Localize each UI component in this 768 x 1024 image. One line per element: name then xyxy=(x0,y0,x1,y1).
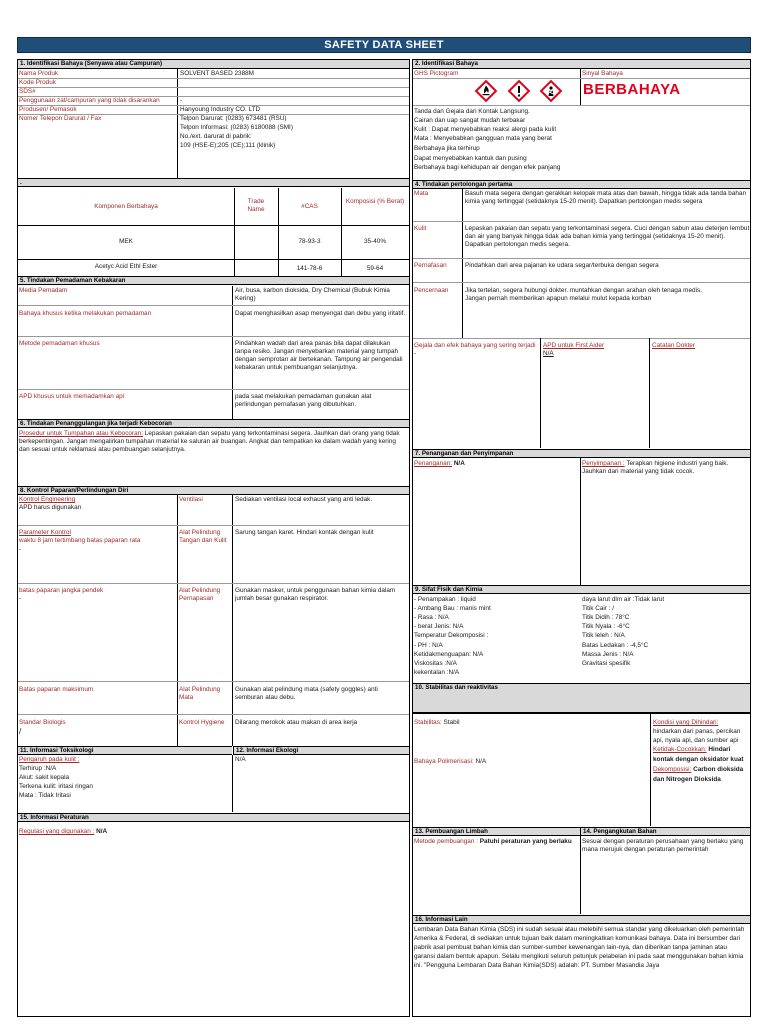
signal-word: BERBAHAYA xyxy=(583,81,681,98)
s10-value-polymer: N/A xyxy=(475,758,487,765)
s9-right-8: Gravitasi spesifik xyxy=(582,660,631,667)
s10-value-incompat: Hindari xyxy=(708,746,731,753)
s4-ingest-line-2: Jangan pernah memberikan apapun melalui mulut kepada korban xyxy=(465,295,652,302)
s10-divider xyxy=(650,713,651,826)
s6-line-1: Lepaskan pakaian dan sepatu yang terkontaminasi segera. Jauhkan dari orang yang tidak xyxy=(144,430,400,437)
s6-line-3: dan sesuai untuk reklamasi atau pembuangan selanjutnya. xyxy=(19,446,186,453)
s10-value-stability: Stabil xyxy=(443,719,460,726)
s8-label-short: batas paparan jangka pendek xyxy=(19,587,104,594)
s11-line-3: Terkena kulit: iritasi ringan xyxy=(19,783,93,790)
s9-left-2: - Ambang Bau : manis mint xyxy=(414,605,491,612)
s8-label-max: Batas paparan maksimum xyxy=(19,686,94,693)
s8-label-respiratory: Alat Pelindung Pernapasan xyxy=(179,587,221,602)
s5-apd-line-1: pada saat melakukan pemadaman gunakan alat xyxy=(235,393,372,400)
section-8-header: 8. Kontrol Paparan/Perlindungan Diri xyxy=(18,486,409,495)
s6-text xyxy=(19,430,407,438)
section-7-header: 7. Penanganan dan Penyimpanan xyxy=(413,449,750,458)
section-12-header: 12. Informasi Ekologi xyxy=(233,746,409,755)
s1-divider xyxy=(177,69,178,178)
row-divider xyxy=(18,583,409,584)
exclamation-pictogram-icon xyxy=(508,80,530,102)
section-13-header: 13. Pembuangan Limbah xyxy=(413,827,580,836)
s4-label-skin: Kulit xyxy=(414,225,427,232)
s7-divider xyxy=(580,458,581,585)
s16-line-4: garansi dalam bentuk apapun. Selalu mengikuti seluruh petunjuk pelabelan ini pada saat menggunakan bahan kimia xyxy=(414,953,744,960)
s5-label-media: Media Pemadam xyxy=(19,287,68,294)
s9-right-4: Titik Nyala : -6°C xyxy=(582,623,630,630)
s10-cond-line-2: api, nyala api, dan sumber api xyxy=(653,737,739,744)
s8-param-value: - xyxy=(19,546,22,553)
s3-divider xyxy=(278,188,279,276)
s5-method-line-2: tanpa resiko. Jangan menyebarkan material yang tumpah xyxy=(235,348,399,355)
s4-label-ingest: Pencernaan xyxy=(414,287,449,294)
section-14-header: 14. Pengangkutan Bahan xyxy=(580,827,750,836)
s12-value: N/A xyxy=(235,756,246,763)
section-9-header: 9. Sifat Fisik dan Kimia xyxy=(413,585,750,594)
section-5-header: 5. Tindakan Pemadaman Kebakaran xyxy=(18,276,409,285)
s8-param-sub: waktu 8 jam tertimbang batas paparan rata xyxy=(19,537,141,544)
s8-label-param: Parameter Kontrol xyxy=(19,529,71,536)
s9-left-4: - berat Jenis: N/A xyxy=(414,623,464,630)
s15-text xyxy=(19,828,107,836)
s2-line-4: Mata : Menyebabkan gangguan mata yang berat xyxy=(414,135,552,142)
s9-left-6: - PH : N/A xyxy=(414,642,443,649)
section-6-header: 6. Tindakan Penanggulangan jika terjadi Kebocoran xyxy=(18,419,409,428)
section-10-header: 10. Stabilitas dan reaktivitas xyxy=(413,683,750,713)
s3-col-cas: #CAS xyxy=(301,203,318,210)
s10-cond-line-1: hindarkan dari panas, percikan xyxy=(653,728,741,735)
s9-left-8: Viskositas :N/A xyxy=(414,660,457,667)
s11-line-2: Akut: sakit kepala xyxy=(19,774,70,781)
s1-label-product-name: Nama Produk xyxy=(19,70,59,77)
s3-row-1-comp: 35-40% xyxy=(363,238,387,245)
s9-left-5: Temperatur Dekomposisi : xyxy=(414,632,489,639)
s5-label-apd: APD khusus untuk memadamkan api xyxy=(19,393,125,400)
s2-line-7: Berbahaya bagi kehidupan air dengan efek panjang xyxy=(414,164,561,171)
s4-label-doctor: Catatan Dokter xyxy=(652,342,695,349)
s8-value-engineering: APD harus digunakan xyxy=(19,504,82,511)
s16-line-3: pabrik asal pembuat bahan kimia dan sumber-sumber kewenangan lain-nya, dan diberikan tanpa jaminan atau xyxy=(414,944,727,951)
s14-line-1: Sesuai dengan peraturan perusahaan yang berlaku yang xyxy=(582,838,744,845)
s11-line-4: Mata : Tidak Iritasi xyxy=(19,792,71,799)
s5-method-line-3: dengan semprotan air bertekanan. Tampung air pengendali xyxy=(235,356,403,363)
s16-line-2: Amerika & Federal, di sediakan untuk tujuan baik dalam meningkatkan komunikasi bahaya. Data ini bersumber dari xyxy=(414,935,741,942)
s8-eye-line-1: Gunakan alat pelindung mata (safety goggles) anti xyxy=(235,686,378,693)
s8-eye-line-2: semburan atau debu. xyxy=(235,694,296,701)
row-divider xyxy=(18,78,409,79)
section-16-header: 16. Informasi Lain xyxy=(413,915,750,924)
s4-label-apd: APD untuk First Aider xyxy=(543,342,605,349)
section-3-header: . xyxy=(18,178,409,187)
row-divider xyxy=(413,338,750,339)
s1-phone-line-3: No./ext. darurat di pabrik: xyxy=(180,133,252,140)
row-divider xyxy=(413,105,750,106)
s9-right-2: Titik Cair : / xyxy=(582,605,615,612)
s10-label-stability: Stabilitas: xyxy=(414,719,442,726)
s16-line-5: ini. "Pengguna Lembaran Data Bahan Kimia(SDS) adalah: PT. Sumber Masandia Jaya xyxy=(414,962,660,969)
s3-row-2-cas: 141-78-6 xyxy=(296,265,323,272)
row-divider xyxy=(18,389,409,390)
s5-method-line-1: Pindahkan wadah dari area panas bila dapat dilakukan xyxy=(235,340,391,347)
s8-label-bio: Standar Biologis xyxy=(19,719,66,726)
s1-label-product-code: Kode Produk xyxy=(19,79,56,86)
s8-divider xyxy=(232,495,233,746)
s10-value-decomp: Carbon dioksida xyxy=(693,766,744,773)
section-4-header: 4. Tindakan pertolongan pertama xyxy=(413,180,750,189)
health-hazard-pictogram-icon xyxy=(540,80,562,102)
s1-label-phone: Nomer Telepon Darurat / Fax xyxy=(19,115,102,122)
section-15-header: 15. Informasi Peraturan xyxy=(18,813,409,822)
s7-value-handling: N/A xyxy=(453,460,465,467)
s15-value: N/A xyxy=(96,828,108,835)
s5-hazard-line-1: Dapat menghasilkan asap menyengat dan debu yang iritatif. xyxy=(235,310,406,317)
s4-label-symptoms: Gejala dan efek bahaya yang sering terjadi xyxy=(414,342,536,349)
s4-divider xyxy=(649,338,650,448)
s4-value-symptoms: - xyxy=(414,350,417,357)
s15-label: Regulasi yang digunakan : xyxy=(19,828,95,835)
s5-label-method: Metode pemadaman khusus xyxy=(19,340,100,347)
s10-label-polymer: Bahaya Polimerisasi: xyxy=(414,758,474,765)
s13-divider xyxy=(580,836,581,914)
s7-label-storage: Penyimpanan : xyxy=(582,460,625,467)
s8-resp-line-1: Gunakan masker, untuk penggunaan bahan kimia dalam xyxy=(235,587,396,594)
s2-signal-label: Sinyal Bahaya xyxy=(582,70,623,77)
s3-row-1-name: MEK xyxy=(119,238,133,245)
s4-divider xyxy=(540,338,541,448)
s6-line-2: berkepentingan. Jangan mengalirkan tumpahan material ke saluran air buangan. Angkat dan tempatkan ke dalam wadah yang kering xyxy=(19,438,396,445)
s4-eye-line-1: Basuh mata segera dengan gerakkan kelopak mata atas dan bawah, hingga tidak ada tanda bahan xyxy=(465,190,747,197)
s4-skin-line-2: dan air yang banyak hingga tidak ada bahan kimia yang tertinggal (setidaknya 15-20 menit). xyxy=(465,233,726,240)
row-divider xyxy=(18,225,409,226)
s11-label: Pengaruh pada kulit : xyxy=(19,756,80,763)
s16-line-1: Lembaran Data Bahan Kimia (SDS) ini sudah sesuai atau melebihi semua standar yang dikeluarkan oleh pemerintah xyxy=(414,926,745,933)
s1-value-usage: - xyxy=(180,97,183,104)
s1-phone-line-1: Telpon Darurat: (0283) 673481 (RSU) xyxy=(180,115,287,122)
s5-label-hazard: Bahaya khusus ketika melakukan pemadaman xyxy=(19,310,152,317)
s10-label-decomp: Dekomposisi: xyxy=(653,766,692,773)
row-divider xyxy=(413,282,750,283)
section-11-header: 11. Informasi Toksikologi xyxy=(18,746,232,755)
s3-row-2-comp: 59-64 xyxy=(366,265,384,272)
s7-storage-line-2: Jauhkan dari material yang tidak cocok. xyxy=(582,468,695,475)
s8-label-eye: Alat Pelindung Mata xyxy=(179,686,221,701)
s4-value-apd: N/A xyxy=(543,350,554,357)
s3-row-1-cas: 78-93-3 xyxy=(298,238,321,245)
s9-right-5: Titik leleh : N/A xyxy=(582,632,625,639)
s1-value-manufacturer: Hanyoung Industry CO. LTD xyxy=(180,106,261,113)
row-divider xyxy=(18,336,409,337)
s10-decomp-line-2: dan Nitrogen Dioksida xyxy=(653,776,721,783)
row-divider xyxy=(18,87,409,88)
s8-value-hygiene: Dilarang merokok atau makan di area kerja xyxy=(235,719,358,726)
s8-label-hand: Alat Pelindung Tangan dan Kulit xyxy=(179,529,227,544)
s3-divider xyxy=(234,188,235,276)
row-divider xyxy=(413,78,750,79)
s10-incompat-line-2: kontak dengan oksidator kuat xyxy=(653,756,744,763)
s9-right-3: Titik Didih : 78°C xyxy=(582,614,630,621)
s9-left-3: - Rasa : N/A xyxy=(414,614,449,621)
row-divider xyxy=(18,714,409,715)
s7-storage xyxy=(582,460,728,468)
s13-text xyxy=(414,838,572,846)
s9-right-1: daya larut dlm air :Tidak larut xyxy=(582,596,665,603)
s7-storage-line-1: Terapkan higiene industri yang baik. xyxy=(626,460,729,467)
s9-left-1: - Penampakan : liquid xyxy=(414,596,476,603)
s1-phone-line-4: 109 (HSE-E);205 (CE);111 (klinik) xyxy=(180,142,276,149)
s8-resp-line-2: jumlah besar gunakan respirator. xyxy=(235,595,329,602)
section-2-header: 2. Identifikasi Bahaya xyxy=(413,60,750,69)
s2-pictogram-label: GHS Pictogram xyxy=(414,70,459,77)
s8-value-bio: / xyxy=(19,727,22,736)
s9-right-6: Batas Ledakan : -4,5°C xyxy=(582,642,649,649)
s10-decomp xyxy=(653,766,743,774)
s10-stability xyxy=(414,719,460,727)
s5-media-line-1: Air, busa, karbon dioksida, Dry Chemical (Bubuk Kimia xyxy=(235,287,390,294)
s3-col-composition: Komposisi (% Berat) xyxy=(345,198,405,205)
s2-line-1: Tanda dan Gejala dari Kontak Langsung. xyxy=(414,108,530,115)
s1-label-manufacturer: Produsen/ Pemasok xyxy=(19,106,77,113)
row-divider xyxy=(18,259,409,260)
row-divider xyxy=(413,258,750,259)
s8-value-ventilation: Sediakan ventilasi local exhaust yang anti ledak. xyxy=(235,496,373,503)
s11-divider xyxy=(232,755,233,812)
s3-row-2-name: Acetyc Acid Ethl Ester xyxy=(94,263,158,270)
s10-label-conditions: Kondisi yang Dihindari: xyxy=(653,719,719,726)
s10-incompat xyxy=(653,746,730,754)
s5-method-line-4: kebakaran untuk pembuangan selanjutnya. xyxy=(235,364,358,371)
s8-label-engineering: Kontrol Engineering xyxy=(19,496,76,503)
s8-label-hygiene: Kontrol Hygiene xyxy=(179,719,225,726)
s3-col-component: Komponen Berbahaya xyxy=(94,203,158,210)
s2-line-6: Dapat menyebabkan kantuk dan pusing xyxy=(414,155,527,162)
row-divider xyxy=(413,221,750,222)
s4-eye-line-2: kimia yang tertinggal (setidaknya 15-20 menit). Dapatkan pertolongan medis segera xyxy=(465,198,703,205)
s14-line-2: mana merujuk dengan peraturan pemerintah xyxy=(582,846,709,853)
row-divider xyxy=(18,305,409,306)
s9-left-9: kekentalan :N/A xyxy=(414,669,460,676)
s11-line-1: Terhirup :N/A xyxy=(19,765,57,772)
s13-value: Patuhi peraturan yang berlaku xyxy=(479,838,572,845)
s1-label-sds: SDS# xyxy=(19,88,36,95)
s7-label-handling: Penanganan: xyxy=(414,460,453,467)
flame-pictogram-icon xyxy=(475,80,497,102)
s8-divider xyxy=(177,495,178,746)
row-divider xyxy=(18,681,409,682)
s2-line-5: Berbahaya jika terhirup xyxy=(414,145,480,152)
s2-line-2: Cairan dan uap sangat mudah terbakar xyxy=(414,117,526,124)
s4-skin-line-3: Dapatkan pertolongan medis segera. xyxy=(465,241,570,248)
s10-label-incompat: Ketidak-Cocokkan: xyxy=(653,746,707,753)
s4-ingest-line-1: Jika tertelan, segera hubungi dokter. muntahkan dengan arahan oleh tenaga medis. xyxy=(465,287,702,294)
s10-polymer xyxy=(414,758,486,766)
s1-label-usage: Penggunaan zat/campuran yang tidak disarankan xyxy=(19,97,160,104)
section-1-header: 1. Identifikasi Bahaya (Senyawa atau Campuran) xyxy=(18,60,409,69)
s1-phone-line-2: Telpon Informasi: (0283) 6180088 (SMI) xyxy=(180,124,293,131)
s13-label: Metode pembuangan : xyxy=(414,838,478,845)
s1-value-product-name: SOLVENT BASED 2388M xyxy=(180,70,254,77)
s4-skin-line-1: Lepaskan pakaian dan sepatu yang terkontaminasi segera. Cuci dengan sabun atau deterjen lembut xyxy=(465,225,750,232)
s3-col-trade: Trade Name xyxy=(247,198,265,213)
s4-label-breath: Pernafasan xyxy=(414,262,447,269)
s9-right-7: Massa Jenis : N/A xyxy=(582,651,634,658)
s8-value-hand: Sarung tangan karet. Hindari kontak dengan kulit xyxy=(235,529,374,536)
s5-apd-line-2: perlindungan pernafasan yang dibutuhkan. xyxy=(235,401,357,408)
s8-value-short: - xyxy=(19,595,22,602)
page-title: SAFETY DATA SHEET xyxy=(17,37,751,53)
s7-handling xyxy=(414,460,465,468)
s4-divider xyxy=(462,189,463,339)
s2-divider xyxy=(580,69,581,105)
s5-media-line-2: Kering) xyxy=(235,295,256,302)
row-divider xyxy=(413,713,750,714)
s4-label-eye: Mata xyxy=(414,190,429,197)
s6-label: Prosedur untuk Tumpahan atau Kebocoran: xyxy=(19,430,143,437)
s8-label-ventilation: Ventilasi xyxy=(179,496,203,503)
s3-divider xyxy=(341,188,342,276)
row-divider xyxy=(18,525,409,526)
s2-line-3: Kulit : Dapat menyebabkan reaksi alergi pada kulit xyxy=(414,126,557,133)
s9-left-7: Ketidakmenguapan: N/A xyxy=(414,651,484,658)
s4-breath-line-1: Pindahkan dari area pajanan ke udara segar/terbuka dengan segera xyxy=(465,262,659,269)
